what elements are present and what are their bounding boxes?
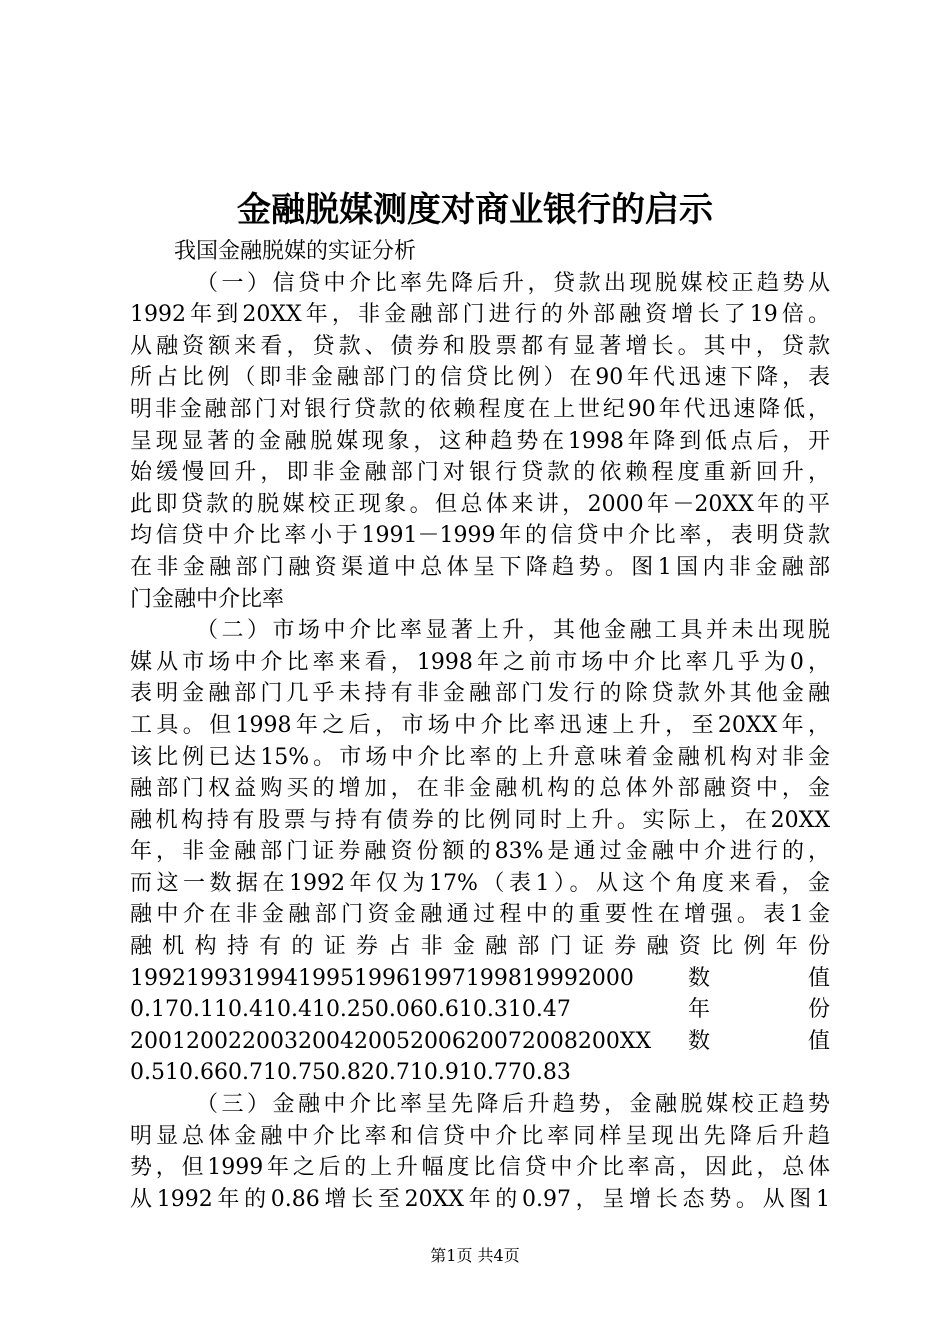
paragraph-line: 从融资额来看，贷款、债券和股票都有显著增长。其中，贷款	[130, 333, 830, 359]
page-number: 第1页 共4页	[430, 1246, 520, 1265]
table-row	[130, 1057, 830, 1089]
paragraph-line: 融部门权益购买的增加，在非金融机构的总体外部融资中，金	[130, 776, 830, 802]
paragraph-line: 呈现显著的金融脱媒现象，这种趋势在1998年降到低点后，开	[130, 428, 830, 454]
paragraph-line: （二）市场中介比率显著上升，其他金融工具并未出现脱	[196, 618, 830, 644]
paragraph-line: （三）金融中介比率呈先降后升趋势，金融脱媒校正趋势	[196, 1092, 830, 1118]
paragraph-line: 从1992年的0.86增长至20XX年的0.97，呈增长态势。从图1	[130, 1186, 830, 1212]
paragraph-line: 融机构持有股票与持有债券的比例同时上升。实际上，在20XX	[130, 807, 830, 833]
paragraph-line: 始缓慢回升，即非金融部门对银行贷款的依赖程度重新回升，	[130, 460, 830, 486]
paragraph-line: 融中介在非金融部门资金融通过程中的重要性在增强。表1金	[130, 902, 830, 928]
paragraph-line: 该比例已达15%。市场中介比率的上升意味着金融机构对非金	[130, 744, 830, 770]
paragraph-line: 年，非金融部门证券融资份额的83%是通过金融中介进行的，	[130, 839, 830, 865]
table-row-label: 数 值	[688, 965, 830, 991]
paragraph-line: 势，但1999年之后的上升幅度比信贷中介比率高，因此，总体	[130, 1155, 830, 1181]
paragraph-line: 而这一数据在1992年仅为17%（表1）。从这个角度来看，金	[130, 870, 830, 896]
paragraph-line: 工具。但1998年之后，市场中介比率迅速上升，至20XX年，	[130, 712, 830, 738]
paragraph-line: 此即贷款的脱媒校正现象。但总体来讲，2000年－20XX年的平	[130, 491, 830, 517]
paragraph-line: 媒从市场中介比率来看，1998年之前市场中介比率几乎为0，	[130, 649, 830, 675]
document-body	[130, 236, 830, 1215]
table-row-values: 0.170.110.410.410.250.060.610.310.47	[130, 997, 571, 1023]
section-heading: 我国金融脱媒的实证分析	[174, 239, 417, 264]
table-row-values: 0.510.660.710.750.820.710.910.770.83	[130, 1060, 571, 1086]
table-row	[130, 1026, 830, 1058]
table-row	[130, 994, 830, 1026]
paragraph-line: 表明金融部门几乎未持有非金融部门发行的除贷款外其他金融	[130, 681, 830, 707]
paragraph-line: （一）信贷中介比率先降后升，贷款出现脱媒校正趋势从	[196, 270, 830, 296]
paragraph-line: 明显总体金融中介比率和信贷中介比率同样呈现出先降后升趋	[130, 1123, 830, 1149]
paragraph-line: 融机构持有的证券占非金融部门证券融资比例年份	[130, 934, 830, 960]
table-row-values: 20012002200320042005200620072008200XX	[130, 1028, 652, 1054]
paragraph-line: 所占比例（即非金融部门的信贷比例）在90年代迅速下降，表	[130, 365, 830, 391]
table-row-values: 199219931994199519961997199819992000	[130, 965, 634, 991]
table-row-label: 年 份	[688, 997, 830, 1023]
paragraph-line: 明非金融部门对银行贷款的依赖程度在上世纪90年代迅速降低，	[130, 396, 830, 422]
table-row-label: 数 值	[688, 1028, 830, 1054]
paragraph-line: 门金融中介比率	[130, 586, 285, 612]
paragraph-line: 在非金融部门融资渠道中总体呈下降趋势。图1国内非金融部	[130, 554, 830, 580]
document-title: 金融脱媒测度对商业银行的启示	[237, 190, 713, 230]
paragraph-line: 1992年到20XX年，非金融部门进行的外部融资增长了19倍。	[130, 302, 830, 328]
paragraph-line: 均信贷中介比率小于1991－1999年的信贷中介比率，表明贷款	[130, 523, 830, 549]
table-row	[130, 963, 830, 995]
